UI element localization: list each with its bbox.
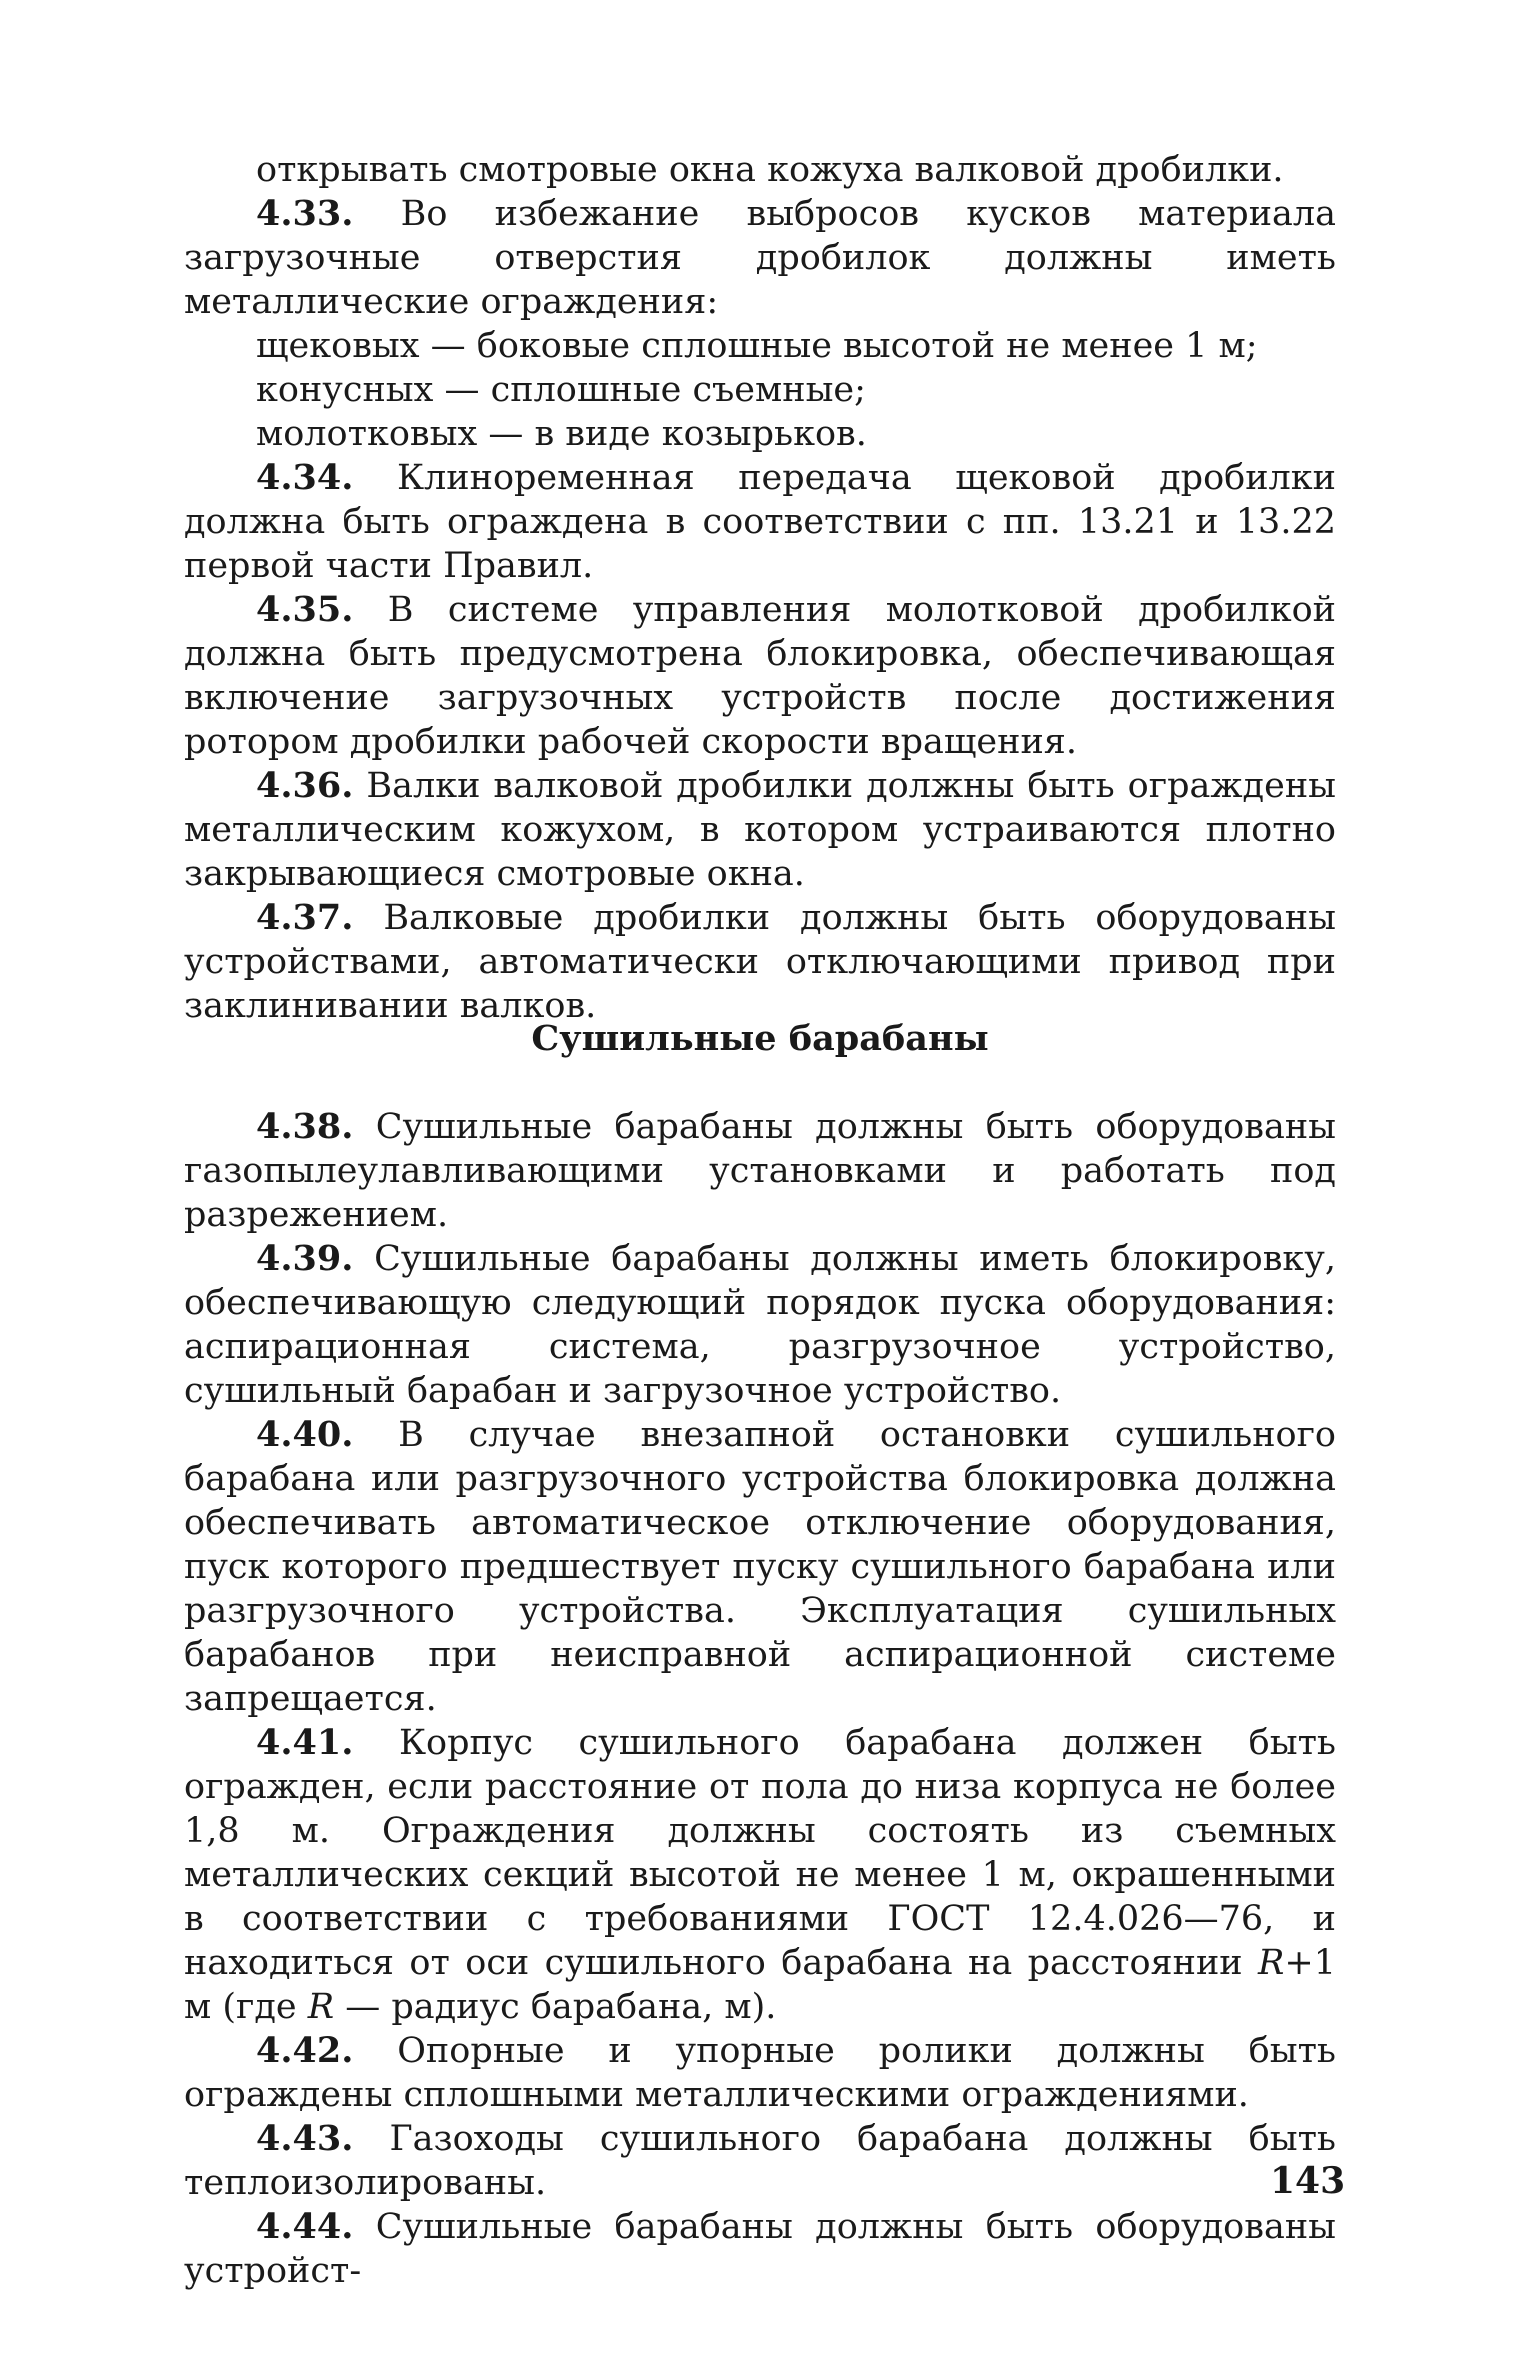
- paragraph-number: 4.36.: [256, 765, 354, 806]
- paragraph-4-40: [184, 1413, 1336, 1721]
- paragraph-text: Опорные и упорные ролики должны быть ограждены сплошными металлическими ограждениями.: [184, 2031, 1336, 2115]
- paragraph-number: 4.40.: [256, 1414, 354, 1455]
- paragraph-text: +1 м (где: [184, 1943, 1336, 2027]
- page-number: 143: [1270, 2160, 1346, 2202]
- section-text-block: [184, 1105, 1336, 2293]
- paragraph-4-35: [184, 588, 1336, 764]
- paragraph-text: Газоходы сушильного барабана должны быть теплоизолированы.: [184, 2119, 1336, 2203]
- continuation-line: [184, 148, 1336, 192]
- paragraph-text: Валки валковой дробилки должны быть ограждены металлическим кожухом, в котором устраиваются плотно закрывающиеся смотровые окна.: [184, 766, 1336, 894]
- paragraph-4-41: [184, 1721, 1336, 2029]
- paragraph-text: Корпус сушильного барабана должен быть огражден, если расстояние от пола до низа корпуса не более 1,8 м. Ограждения должны состоять из съемных металлических секций высотой не менее 1 м, окрашенными в соответствии с требованиями ГОСТ 12.4.026—76, и находиться от оси сушильного барабана на расстоянии: [184, 1723, 1336, 1983]
- paragraph-4-37: [184, 896, 1336, 1028]
- paragraph-text: Сушильные барабаны должны иметь блокировку, обеспечивающую следующий порядок пуска оборудования: аспирационная система, разгрузочное устройство, сушильный барабан и загрузочное устройство.: [184, 1239, 1336, 1411]
- paragraph-number: 4.33.: [256, 193, 354, 234]
- paragraph-number: 4.44.: [256, 2206, 354, 2247]
- paragraph-number: 4.43.: [256, 2118, 354, 2159]
- paragraph-text: Сушильные барабаны должны быть оборудованы устройст-: [184, 2207, 1336, 2291]
- paragraph-text: В системе управления молотковой дробилкой должна быть предусмотрена блокировка, обеспечивающая включение загрузочных устройств после достижения ротором дробилки рабочей скорости вращения.: [184, 590, 1336, 762]
- section-heading: Сушильные барабаны: [531, 1018, 989, 1059]
- paragraph-text: Клиноременная передача щековой дробилки должна быть ограждена в соответствии с пп. 13.21 и 13.22 первой части Правил.: [184, 458, 1336, 586]
- paragraph-number: 4.41.: [256, 1722, 354, 1763]
- paragraph-4-42: [184, 2029, 1336, 2117]
- paragraph-number: 4.34.: [256, 457, 354, 498]
- variable-r: R: [307, 1987, 335, 2027]
- paragraph-4-36: [184, 764, 1336, 896]
- paragraph-4-39: [184, 1237, 1336, 1413]
- variable-r: R: [1258, 1943, 1285, 1983]
- paragraph-text: Валковые дробилки должны быть оборудованы устройствами, автоматически отключающими привод при заклинивании валков.: [184, 898, 1336, 1026]
- paragraph-4-34: [184, 456, 1336, 588]
- paragraph-4-44: [184, 2205, 1336, 2293]
- list-item: конусных — сплошные съемные;: [256, 370, 866, 410]
- top-text-block: [184, 148, 1336, 1028]
- paragraph-text: Сушильные барабаны должны быть оборудованы газопылеулавливающими установками и работать под разрежением.: [184, 1107, 1336, 1235]
- paragraph-4-38: [184, 1105, 1336, 1237]
- paragraph-4-33: [184, 192, 1336, 324]
- paragraph-text: Во избежание выбросов кусков материала загрузочные отверстия дробилок должны иметь металлические ограждения:: [184, 194, 1336, 322]
- paragraph-number: 4.38.: [256, 1106, 354, 1147]
- paragraph-number: 4.42.: [256, 2030, 354, 2071]
- list-item: молотковых — в виде козырьков.: [256, 414, 867, 454]
- paragraph-text: — радиус барабана, м).: [334, 1987, 777, 2027]
- continuation-text: открывать смотровые окна кожуха валковой дробилки.: [256, 150, 1284, 190]
- paragraph-number: 4.35.: [256, 589, 354, 630]
- paragraph-text: В случае внезапной остановки сушильного барабана или разгрузочного устройства блокировка должна обеспечивать автоматическое отключение оборудования, пуск которого предшествует пуску сушильного барабана или разгрузочного устройства. Эксплуатация сушильных барабанов при неисправной аспирационной системе запрещается.: [184, 1415, 1336, 1719]
- paragraph-4-43: [184, 2117, 1336, 2205]
- paragraph-number: 4.39.: [256, 1238, 354, 1279]
- paragraph-number: 4.37.: [256, 897, 354, 938]
- list-item: щековых — боковые сплошные высотой не менее 1 м;: [256, 326, 1258, 366]
